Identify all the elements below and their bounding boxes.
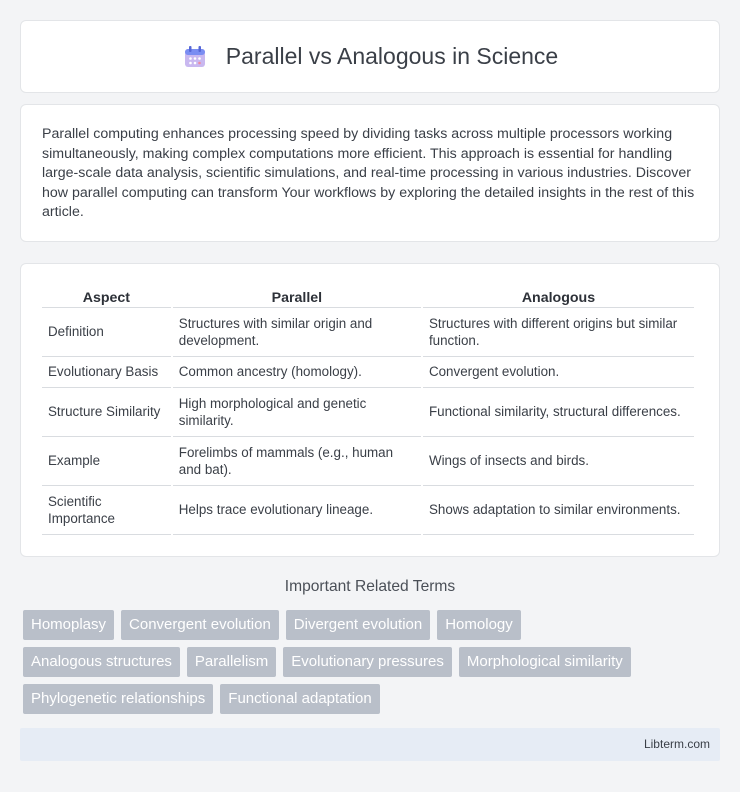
- comparison-card: [20, 263, 720, 557]
- tag-phylogenetic-relationships[interactable]: Phylogenetic relationships: [23, 684, 213, 714]
- cell-aspect: Scientific Importance: [42, 486, 171, 535]
- cell-aspect: Structure Similarity: [42, 388, 171, 437]
- table-row: [42, 486, 694, 535]
- tag-functional-adaptation[interactable]: Functional adaptation: [220, 684, 379, 714]
- tag-divergent-evolution[interactable]: Divergent evolution: [286, 610, 430, 640]
- footer-site-link[interactable]: Libterm.com: [643, 737, 710, 751]
- cell-parallel: Structures with similar origin and development.: [173, 308, 421, 357]
- cell-analogous: Shows adaptation to similar environments.: [423, 486, 694, 535]
- tag-row: [23, 684, 723, 714]
- related-terms-tags: [23, 610, 723, 721]
- cell-parallel: High morphological and genetic similarity.: [173, 388, 421, 437]
- cell-aspect: Definition: [42, 308, 171, 357]
- cell-analogous: Structures with different origins but similar function.: [423, 308, 694, 357]
- tag-convergent-evolution[interactable]: Convergent evolution: [121, 610, 279, 640]
- calendar-icon: [182, 44, 208, 70]
- comparison-table: [40, 286, 696, 535]
- intro-card: [20, 104, 720, 242]
- tag-analogous-structures[interactable]: Analogous structures: [23, 647, 180, 677]
- header-card: [20, 20, 720, 93]
- tag-evolutionary-pressures[interactable]: Evolutionary pressures: [283, 647, 452, 677]
- cell-aspect: Evolutionary Basis: [42, 357, 171, 388]
- cell-aspect: Example: [42, 437, 171, 486]
- tag-row: [23, 647, 723, 677]
- cell-analogous: Convergent evolution.: [423, 357, 694, 388]
- table-row: [42, 357, 694, 388]
- tag-morphological-similarity[interactable]: Morphological similarity: [459, 647, 631, 677]
- intro-paragraph: Parallel computing enhances processing speed by dividing tasks across multiple processors working simultaneously, making complex computations more efficient. This approach is essential for handling large-scale data analysis, scientific simulations, and real-time processing in various industries. Discover how parallel computing can transform Your workflows by exploring the detailed insights in the rest of this article.: [42, 126, 695, 221]
- footer: [20, 728, 720, 761]
- cell-parallel: Helps trace evolutionary lineage.: [173, 486, 421, 535]
- table-row: [42, 388, 694, 437]
- page-title: Parallel vs Analogous in Science: [225, 43, 559, 69]
- related-terms-title: Important Related Terms: [284, 578, 456, 595]
- tag-row: [23, 610, 723, 640]
- tag-homology[interactable]: Homology: [437, 610, 521, 640]
- cell-analogous: Wings of insects and birds.: [423, 437, 694, 486]
- header-aspect: Aspect: [42, 286, 171, 308]
- tag-parallelism[interactable]: Parallelism: [187, 647, 276, 677]
- cell-parallel: Forelimbs of mammals (e.g., human and bat).: [173, 437, 421, 486]
- header-analogous: Analogous: [423, 286, 694, 308]
- table-row: [42, 437, 694, 486]
- title-wrap: [182, 43, 558, 70]
- cell-analogous: Functional similarity, structural differences.: [423, 388, 694, 437]
- tag-homoplasy[interactable]: Homoplasy: [23, 610, 114, 640]
- header-parallel: Parallel: [173, 286, 421, 308]
- table-row: [42, 308, 694, 357]
- table-header-row: [42, 286, 694, 308]
- cell-parallel: Common ancestry (homology).: [173, 357, 421, 388]
